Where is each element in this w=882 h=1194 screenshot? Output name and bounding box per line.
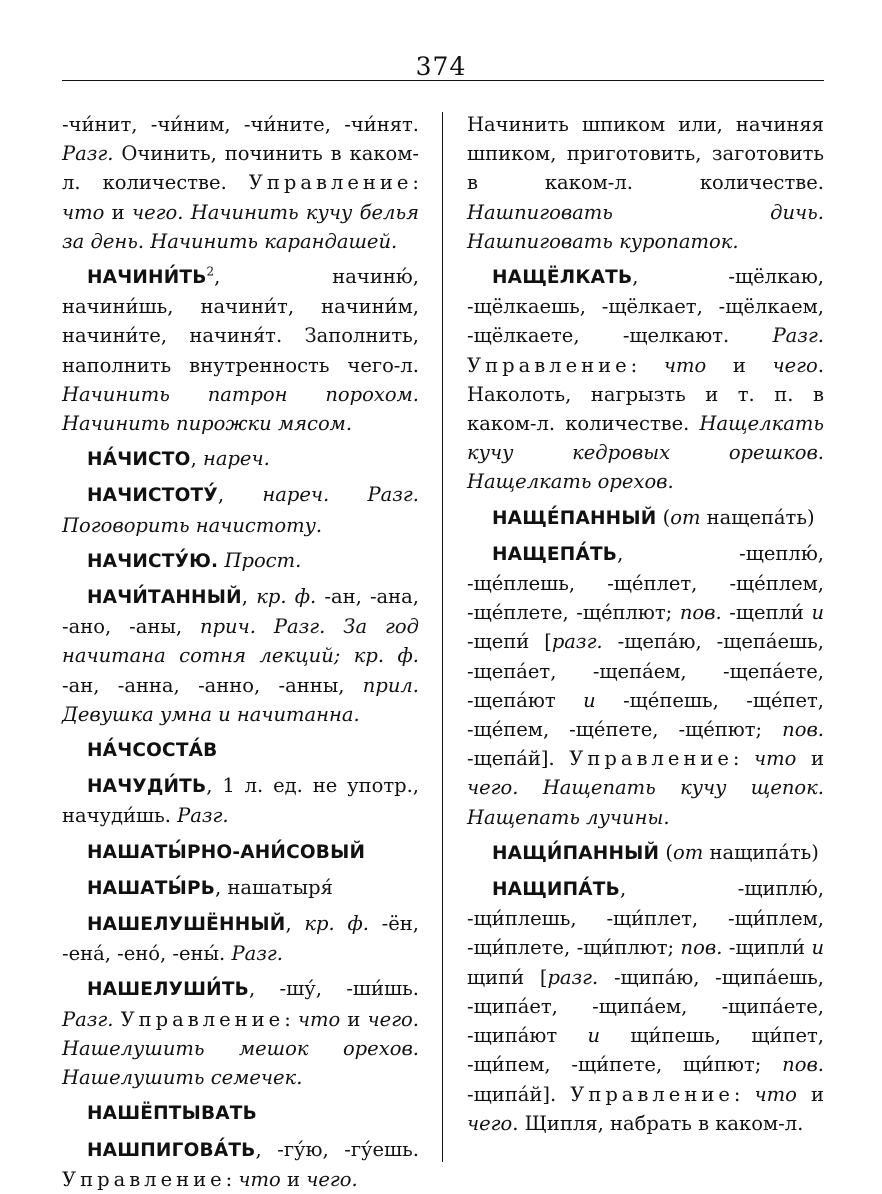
entry-text: -щепа́ю, -щепа́ешь, -щепа́ет, -щепа́ем, -щепа́ете, -щепа́ют <box>467 630 824 712</box>
italic-text: кр. ф. <box>256 585 317 609</box>
entry-text: : <box>412 171 419 195</box>
italic-text: и <box>587 1024 601 1048</box>
entry-text: : <box>732 747 755 771</box>
italic-text: разг. <box>547 965 599 989</box>
dictionary-entry <box>467 503 824 533</box>
entry-text: и <box>796 747 824 771</box>
entry-text: , нашатыря́ <box>215 875 333 899</box>
left-column <box>62 110 419 1194</box>
dictionary-entry <box>62 444 419 474</box>
italic-text: чего. <box>306 1167 358 1191</box>
spaced-label: Управление <box>569 747 733 771</box>
spaced-label: Управление <box>120 1007 285 1031</box>
entry-text: -ан, -ана, -ано, -аны, <box>62 585 419 639</box>
entry-text: -чи́нит, -чи́ним, -чи́ните, -чи́нят. <box>62 113 419 136</box>
entry-text: ( <box>659 840 674 864</box>
italic-text: что <box>754 747 797 771</box>
italic-text: чего. Нашелушить мешок орехов. Нашелушить семечек. <box>62 1007 419 1090</box>
italic-text: нареч. Разг. Поговорить начистоту. <box>62 483 419 537</box>
italic-text: и <box>811 601 824 625</box>
entry-text: : <box>284 1007 298 1031</box>
italic-text: от <box>670 505 701 529</box>
entry-text: -ан, -анна, -анно, -анны, <box>62 673 363 697</box>
entry-text: щипи́ [ <box>467 965 548 989</box>
entry-text: -ён, -ена́, -ено́, -ены́. <box>62 912 419 966</box>
italic-text: Начинить патрон порохом. Начинить пирожки мясом. <box>62 382 419 436</box>
italic-text: чего. Нащепать кучу щепок. Нащепать лучины. <box>467 776 824 829</box>
italic-text: чего. Начинить кучу белья за день. Начинить карандашей. <box>62 200 419 253</box>
italic-text: что <box>297 1007 341 1031</box>
entry-text: -щепа́й]. <box>467 747 570 771</box>
headword: НАЩИ́ПАННЫЙ <box>492 842 660 864</box>
dictionary-entry <box>62 480 419 539</box>
right-column <box>467 110 824 1138</box>
italic-text: и <box>583 688 596 712</box>
entry-text: -щипа́й]. <box>467 1082 571 1106</box>
headword: НАЧИСТУ́Ю. <box>87 550 219 572</box>
dictionary-entry <box>467 838 824 868</box>
entry-text: . Щипля, набрать в каком-л. <box>512 1111 804 1135</box>
headword: НАШПИГОВА́ТЬ <box>87 1139 256 1161</box>
dictionary-entry <box>62 262 419 438</box>
italic-text: Разг. <box>231 942 283 966</box>
dictionary-entry <box>62 1098 419 1128</box>
entry-text: Очинить, починить в каком-л. количестве. <box>62 142 419 195</box>
homonym-index: 2 <box>206 264 215 279</box>
entry-text: : <box>733 1082 755 1106</box>
entry-text: -ще́пешь, -ще́пет, -ще́пем, -ще́пете, -ще́пют; <box>467 688 825 742</box>
italic-text: разг. <box>551 630 603 654</box>
dictionary-entry <box>62 582 419 729</box>
headword: НАЩЕ́ПАННЫЙ <box>492 507 657 529</box>
italic-text: Разг. <box>177 804 229 828</box>
italic-text: пов. <box>782 1053 824 1077</box>
entry-text: , <box>241 585 257 609</box>
spaced-label: Управление <box>467 353 631 377</box>
italic-text: пов. <box>680 936 723 960</box>
column-divider <box>442 112 443 1162</box>
headword: НАЧУДИ́ТЬ <box>87 776 207 798</box>
headword: НАЩИПА́ТЬ <box>492 879 620 901</box>
dictionary-entry <box>62 974 419 1092</box>
continued-entry <box>467 110 824 256</box>
entry-text: и <box>340 1007 368 1031</box>
italic-text: и <box>811 936 825 960</box>
entry-text: и <box>104 200 132 224</box>
continued-entry <box>62 110 419 256</box>
italic-text: Нащелкать кучу кедровых орешков. Нащелкать орехов. <box>467 412 824 494</box>
dictionary-entry <box>62 546 419 576</box>
entry-text: щи́пешь, щи́пет, -щи́пем, -щи́пете, щи́пют; <box>467 1024 824 1077</box>
entry-text: -щепли́ <box>721 601 812 625</box>
dictionary-entry <box>62 909 419 968</box>
spaced-label: Управление <box>62 1167 226 1191</box>
header-rule <box>62 80 824 81</box>
entry-text: , <box>190 447 203 471</box>
entry-text: , начиню́, начини́шь, начини́т, начини́м, начини́те, начиня́т. Заполнить, наполнить внутренность чего-л. <box>62 265 419 377</box>
italic-text: что <box>663 353 707 377</box>
entry-text: нащипа́ть) <box>703 840 819 864</box>
italic-text: Разг. <box>62 1007 114 1031</box>
italic-text: Разг. <box>772 324 824 348</box>
entry-text: и <box>706 353 773 377</box>
entry-text: и <box>796 1082 824 1106</box>
entry-text: , -щиплю́, -щи́плешь, -щи́плет, -щи́плем, -щи́плете, -щи́плют; <box>467 877 824 960</box>
entry-text: нащепа́ть) <box>700 505 815 529</box>
entry-text: Начинить шпиком или, начиняя шпиком, приготовить, заготовить в каком-л. количестве. <box>467 113 824 195</box>
headword: НАЧИНИ́ТЬ <box>87 267 207 289</box>
italic-text: пов. <box>782 718 824 742</box>
headword: НАЩЕПА́ТЬ <box>492 543 618 565</box>
dictionary-entry <box>467 539 824 832</box>
italic-text: нареч. <box>202 447 270 471</box>
page-number: 374 <box>415 52 467 81</box>
dictionary-entry <box>62 873 419 903</box>
headword: НАШЕЛУШЁННЫЙ <box>87 914 286 936</box>
entry-text: , -щёлкаю, -щёлкаешь, -щёлкает, -щёлкаем, -щёлкаете, -щелкают. <box>467 265 824 348</box>
spaced-label: Управление <box>248 171 413 195</box>
headword: НАЧИ́ТАННЫЙ <box>87 587 242 609</box>
entry-text: -щипа́ю, -щипа́ешь, -щипа́ет, -щипа́ем, -щипа́ете, -щипа́ют <box>467 965 824 1048</box>
italic-text: чего <box>772 353 818 377</box>
entry-text: ( <box>656 505 671 529</box>
headword: НАШЕЛУШИ́ТЬ <box>87 979 249 1001</box>
spaced-label: Управление <box>570 1082 734 1106</box>
entry-text: -щипли́ <box>722 936 812 960</box>
entry-text: , 1 л. ед. не употр., начуди́шь. <box>62 774 419 828</box>
italic-text: пов. <box>679 601 722 625</box>
italic-text: Прост. <box>224 548 302 572</box>
entry-text: . Наколоть, нагрызть и т. п. в каком-л. количестве. <box>467 353 824 436</box>
italic-text: прич. Разг. За год начитана сотня лекций; кр. ф. <box>62 615 419 668</box>
italic-text: кр. ф. <box>304 912 369 936</box>
dictionary-entry <box>62 837 419 867</box>
italic-text: чего <box>467 1111 513 1135</box>
entry-text: , -щеплю́, -ще́плешь, -ще́плет, -ще́плем, -ще́плете, -ще́плют; <box>467 541 824 625</box>
italic-text: что <box>62 200 105 224</box>
entry-text: : <box>225 1167 239 1191</box>
entry-text: , -шу́, -ши́шь. <box>248 977 419 1001</box>
headword: НА́ЧИСТО <box>87 449 191 471</box>
headword: НАШЁПТЫВАТЬ <box>87 1103 257 1125</box>
italic-text: Нашпиговать дичь. Нашпиговать куропаток. <box>467 200 824 253</box>
entry-text: и <box>280 1167 307 1191</box>
dictionary-entry <box>62 771 419 830</box>
entry-text: : <box>630 353 664 377</box>
dictionary-entry <box>62 1135 419 1194</box>
entry-text: , -гу́ю, -гу́ешь. <box>255 1137 419 1161</box>
dictionary-entry <box>467 262 824 497</box>
entry-text: , <box>217 483 263 507</box>
headword: НАЩЁЛКАТЬ <box>492 267 633 289</box>
italic-text: что <box>754 1082 797 1106</box>
italic-text: что <box>238 1167 281 1191</box>
entry-text: -щепи́ [ <box>467 630 552 654</box>
italic-text: Разг. <box>62 142 114 166</box>
italic-text: от <box>673 840 704 864</box>
dictionary-entry <box>62 735 419 765</box>
entry-text: , <box>285 912 305 936</box>
headword: НАШАТЫ́РЬ <box>87 877 216 899</box>
headword: НА́ЧСОСТА́В <box>87 740 218 762</box>
italic-text: прил. Девушка умна и начитанна. <box>62 673 419 726</box>
entry-text <box>113 1008 120 1031</box>
headword: НАЧИСТОТУ́ <box>87 485 218 507</box>
headword: НАШАТЫ́РНО-АНИ́СОВЫЙ <box>87 841 366 863</box>
dictionary-entry <box>467 874 824 1138</box>
